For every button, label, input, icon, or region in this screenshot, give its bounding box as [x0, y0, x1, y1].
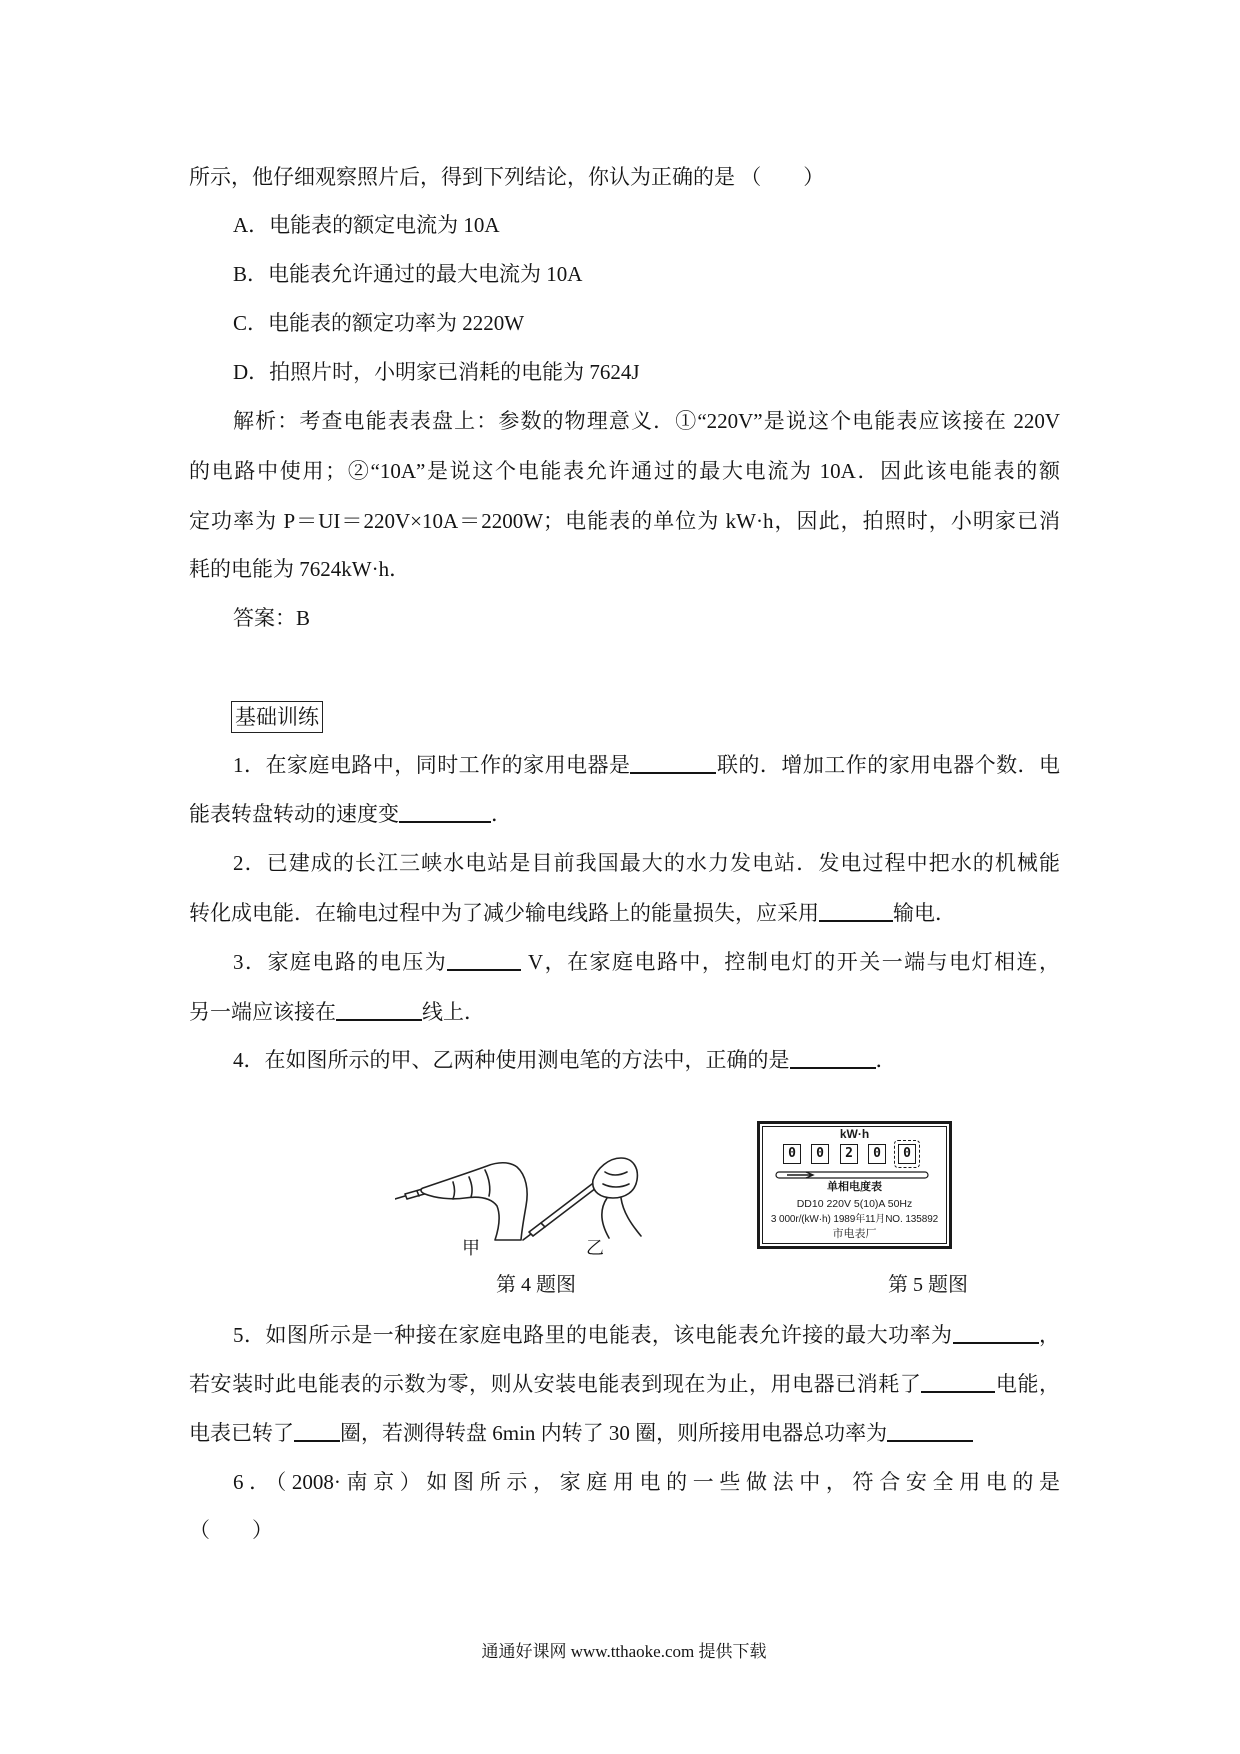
question-2-line-1: 2．已建成的长江三峡水电站是目前我国最大的水力发电站．发电过程中把水的机械能: [233, 851, 1060, 875]
question-text: 能表转盘转动的速度变: [189, 802, 399, 826]
meter-unit-label: kW·h: [839, 1127, 870, 1141]
question-text: ．: [491, 802, 512, 826]
answer-blank: [336, 999, 422, 1021]
question-text: 电能，: [995, 1372, 1060, 1396]
question-text: 圈，若测得转盘 6min 内转了 30 圈，则所接用电器总功率为: [340, 1421, 888, 1445]
question-text: V，在家庭电路中，控制电灯的开关一端与电灯相连，: [521, 950, 1060, 974]
question-text: ．: [875, 1048, 897, 1072]
figure-4-caption: 第 4 题图: [496, 1274, 576, 1296]
answer-blank: [790, 1047, 876, 1069]
hand-yi: [593, 1158, 638, 1198]
question-text: 另一端应该接在: [189, 1000, 336, 1024]
page-footer: 通通好课网 www.tthaoke.com 提供下载: [481, 1642, 767, 1661]
hand-jia: [421, 1163, 527, 1240]
question-text: 5．如图所示是一种接在家庭电路里的电能表，该电能表允许接的最大功率为: [233, 1323, 953, 1347]
question-text: 转化成电能．在输电过程中为了减少输电线路上的能量损失，应采用: [189, 901, 819, 925]
question-text: ，: [1038, 1323, 1061, 1347]
answer-blank: [887, 1420, 973, 1442]
meter-digit: 0: [811, 1144, 829, 1164]
meter-spec-line: 3 000r/(kW·h) 1989年11月NO. 135892: [770, 1214, 939, 1225]
question-text: 电表已转了: [189, 1421, 294, 1445]
question-text: 联的．增加工作的家用电器个数．电: [716, 753, 1061, 777]
answer-blank: [921, 1371, 995, 1393]
answer-blank: [819, 900, 893, 922]
meter-digit: 0: [868, 1144, 886, 1164]
option-b: B．电能表允许通过的最大电流为 10A: [233, 262, 583, 286]
electric-meter-figure: [757, 1121, 952, 1249]
question-1-line-2: [189, 800, 1060, 828]
section-title: 基础训练: [231, 701, 323, 733]
meter-decimal-digit: 0: [898, 1144, 916, 1164]
option-c: C．电能表的额定功率为 2220W: [233, 311, 525, 335]
question-5-line-1: [233, 1321, 1060, 1349]
meter-maker: 市电表厂: [832, 1228, 877, 1240]
analysis-line: 解析：考查电能表表盘上：参数的物理意义．①“220V”是说这个电能表应该接在 220V: [233, 409, 1060, 433]
figure-label-jia: 甲: [462, 1238, 480, 1258]
question-text: 输电．: [893, 901, 956, 925]
option-d: D．拍照片时，小明家已消耗的电能为 7624J: [233, 360, 640, 384]
meter-digit: 2: [840, 1144, 858, 1164]
analysis-line: 的电路中使用；②“10A”是说这个电能表允许通过的最大电流为 10A．因此该电能表的额: [189, 459, 1060, 483]
question-text: 若安装时此电能表的示数为零，则从安装电能表到现在为止，用电器已消耗了: [189, 1372, 922, 1396]
analysis-line: 定功率为 P＝UI＝220V×10A＝2200W；电能表的单位为 kW·h，因此，拍照时，小明家已消: [189, 509, 1060, 533]
question-3-line-1: [233, 948, 1060, 976]
question-5-line-2: [189, 1370, 1060, 1398]
meter-spec-line: DD10 220V 5(10)A 50Hz: [796, 1198, 913, 1210]
answer-blank: [630, 752, 716, 774]
analysis-line: 耗的电能为 7624kW·h．: [189, 557, 411, 581]
question-3-line-2: [189, 998, 1060, 1026]
figure-5-caption: 第 5 题图: [888, 1274, 968, 1296]
question-text: 4．在如图所示的甲、乙两种使用测电笔的方法中，正确的是: [233, 1048, 790, 1072]
question-4-line-1: [233, 1046, 1060, 1074]
question-5-line-3: [189, 1419, 1060, 1447]
question-2-line-2: [189, 899, 1060, 927]
answer-blank: [953, 1322, 1039, 1344]
answer-text: 答案：B: [233, 606, 311, 630]
wrist-lines-yi: [602, 1198, 641, 1238]
meter-disc-indicator: [773, 1170, 933, 1180]
figure-label-yi: 乙: [586, 1238, 604, 1258]
meter-title: 单相电度表: [827, 1181, 882, 1193]
answer-blank: [399, 801, 491, 823]
question-6-line-1: 6．（2008·南京）如图所示，家庭用电的一些做法中，符合安全用电的是: [233, 1470, 1060, 1494]
question-6-line-2: （ ）: [189, 1518, 273, 1542]
example-stem: 所示，他仔细观察照片后，得到下列结论，你认为正确的是 （ ）: [189, 165, 825, 189]
meter-digit: 0: [783, 1144, 801, 1164]
answer-blank: [294, 1420, 340, 1442]
question-text: 3．家庭电路的电压为: [233, 950, 448, 974]
question-text: 1．在家庭电路中，同时工作的家用电器是: [233, 753, 631, 777]
answer-blank: [447, 949, 521, 971]
test-pen-figure: [395, 1136, 645, 1242]
question-1-line-1: [233, 751, 1060, 779]
meter-disc-arrow-icon: [787, 1172, 813, 1178]
question-text: 线上．: [422, 1000, 485, 1024]
option-a: A．电能表的额定电流为 10A: [233, 213, 500, 237]
